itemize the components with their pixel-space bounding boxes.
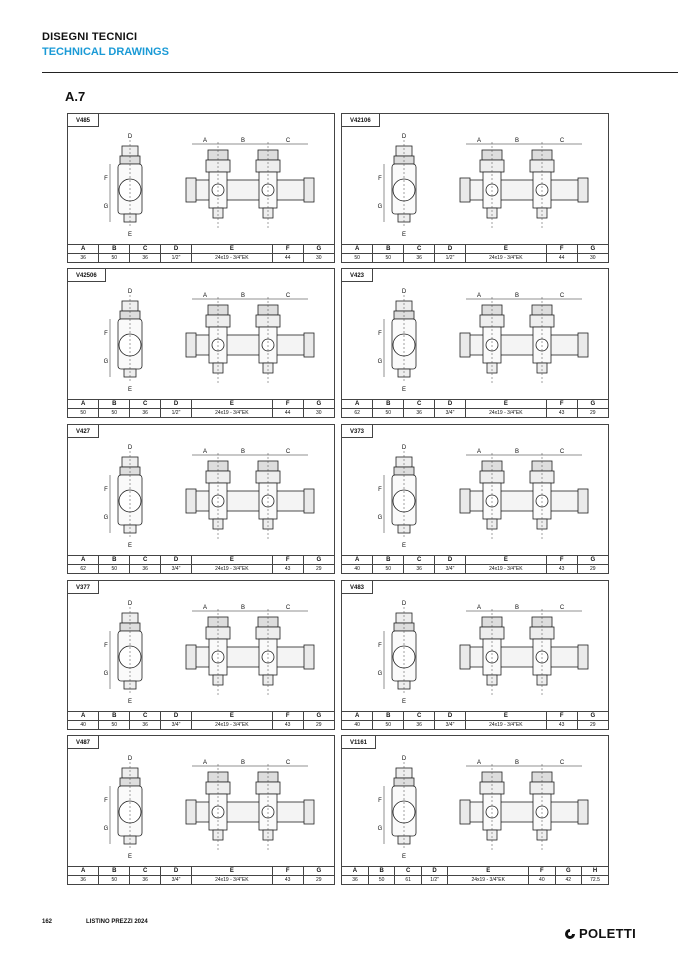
dimension-header: C <box>130 712 161 721</box>
svg-text:A: A <box>202 605 208 611</box>
svg-text:D: D <box>401 445 407 451</box>
svg-text:G: G <box>377 826 383 832</box>
svg-text:F: F <box>378 487 382 493</box>
dimension-value: 40 <box>68 721 99 730</box>
dimension-table <box>342 866 608 884</box>
dimension-header: D <box>161 556 192 565</box>
drawing-card <box>67 424 335 574</box>
dimension-header: G <box>577 400 608 409</box>
dimension-table <box>68 555 334 573</box>
dimension-table <box>342 244 608 262</box>
svg-text:A: A <box>476 293 482 299</box>
dimension-value: 36 <box>404 254 435 263</box>
dimension-header: F <box>529 867 555 876</box>
svg-text:D: D <box>127 134 133 140</box>
svg-text:G: G <box>377 204 383 210</box>
svg-text:F: F <box>378 176 382 182</box>
dimension-value: 43 <box>272 876 303 885</box>
dimension-header: G <box>555 867 581 876</box>
dimension-value: 3/4" <box>435 721 466 730</box>
dimension-value: 50 <box>99 876 130 885</box>
drawing-card <box>67 268 335 418</box>
svg-text:B: B <box>240 449 246 455</box>
dimension-value: 42 <box>555 876 581 885</box>
svg-text:E: E <box>127 854 133 860</box>
dimension-table <box>342 711 608 729</box>
dimension-value: 50 <box>373 565 404 574</box>
dimension-header: D <box>435 712 466 721</box>
dimension-value: 36 <box>68 876 99 885</box>
svg-text:B: B <box>240 605 246 611</box>
svg-text:G: G <box>377 515 383 521</box>
dimension-header: A <box>68 867 99 876</box>
dimension-header: A <box>342 400 373 409</box>
svg-text:A: A <box>476 449 482 455</box>
dimension-value: 24x19 - 3/4"EK <box>191 409 272 418</box>
dimension-value: 36 <box>130 876 161 885</box>
dimension-value: 30 <box>303 254 334 263</box>
dimension-header: E <box>191 400 272 409</box>
dimension-value: 43 <box>272 565 303 574</box>
dimension-header: G <box>303 556 334 565</box>
dimension-value: 40 <box>529 876 555 885</box>
dimension-value: 1/2" <box>161 254 192 263</box>
dimension-header: D <box>161 245 192 254</box>
dimension-value: 24x19 - 3/4"EK <box>191 254 272 263</box>
dimension-header: B <box>99 245 130 254</box>
dimension-header: B <box>99 400 130 409</box>
dimension-table <box>342 555 608 573</box>
dimension-header: B <box>99 712 130 721</box>
dimension-header: A <box>68 556 99 565</box>
dimension-value: 43 <box>546 721 577 730</box>
svg-text:E: E <box>127 543 133 549</box>
dimension-value: 29 <box>577 409 608 418</box>
dimension-value: 3/4" <box>161 721 192 730</box>
brand-logo-mark-icon <box>564 928 576 940</box>
dimension-value: 50 <box>99 254 130 263</box>
dimension-header: B <box>99 867 130 876</box>
dimension-header: E <box>191 245 272 254</box>
dimension-value: 50 <box>373 254 404 263</box>
dimension-value: 36 <box>130 565 161 574</box>
svg-text:E: E <box>127 232 133 238</box>
dimension-header: C <box>404 712 435 721</box>
svg-text:E: E <box>401 699 407 705</box>
product-code: V427 <box>67 424 99 438</box>
dimension-value: 50 <box>373 409 404 418</box>
dimension-header: E <box>448 867 529 876</box>
svg-text:D: D <box>401 134 407 140</box>
product-code: V423 <box>341 268 373 282</box>
dimension-header: C <box>130 867 161 876</box>
dimension-header: C <box>130 245 161 254</box>
svg-text:C: C <box>559 138 565 144</box>
dimension-header: E <box>465 245 546 254</box>
dimension-value: 36 <box>404 721 435 730</box>
dimension-header: E <box>465 712 546 721</box>
svg-text:B: B <box>514 138 520 144</box>
valve-technical-drawing <box>68 283 334 398</box>
svg-text:G: G <box>103 826 109 832</box>
svg-text:A: A <box>476 760 482 766</box>
dimension-value: 29 <box>577 565 608 574</box>
dimension-header: B <box>373 400 404 409</box>
dimension-header: F <box>272 712 303 721</box>
dimension-value: 36 <box>342 876 368 885</box>
dimension-header: C <box>395 867 421 876</box>
dimension-table <box>68 711 334 729</box>
svg-text:E: E <box>401 387 407 393</box>
drawing-card <box>67 735 335 885</box>
dimension-value: 50 <box>373 721 404 730</box>
dimension-value: 44 <box>546 254 577 263</box>
svg-text:A: A <box>202 760 208 766</box>
svg-text:B: B <box>240 138 246 144</box>
valve-technical-drawing <box>342 439 608 554</box>
svg-text:D: D <box>127 756 133 762</box>
svg-text:C: C <box>559 605 565 611</box>
dimension-value: 24x19 - 3/4"EK <box>191 565 272 574</box>
dimension-value: 1/2" <box>161 409 192 418</box>
dimension-header: F <box>272 556 303 565</box>
dimension-header: G <box>577 712 608 721</box>
drawing-card <box>67 113 335 263</box>
dimension-header: C <box>404 245 435 254</box>
svg-text:F: F <box>378 331 382 337</box>
svg-text:G: G <box>103 359 109 365</box>
header-title-it: DISEGNI TECNICI <box>42 31 138 43</box>
dimension-header: G <box>303 867 334 876</box>
dimension-header: B <box>373 556 404 565</box>
dimension-header: F <box>546 712 577 721</box>
dimension-value: 50 <box>99 409 130 418</box>
product-code: V377 <box>67 580 99 594</box>
svg-text:F: F <box>378 798 382 804</box>
svg-text:C: C <box>285 605 291 611</box>
dimension-header: B <box>99 556 130 565</box>
svg-text:C: C <box>559 449 565 455</box>
dimension-header: B <box>373 245 404 254</box>
svg-text:D: D <box>127 445 133 451</box>
dimension-value: 29 <box>303 721 334 730</box>
dimension-header: C <box>404 556 435 565</box>
dimension-value: 36 <box>68 254 99 263</box>
dimension-header: D <box>161 867 192 876</box>
svg-text:E: E <box>401 232 407 238</box>
dimension-value: 50 <box>99 721 130 730</box>
dimension-header: C <box>130 400 161 409</box>
dimension-table <box>68 244 334 262</box>
dimension-header: G <box>303 400 334 409</box>
dimension-table <box>68 866 334 884</box>
dimension-header: F <box>546 556 577 565</box>
dimension-value: 50 <box>342 254 373 263</box>
dimension-header: F <box>546 400 577 409</box>
valve-technical-drawing <box>68 128 334 243</box>
dimension-value: 72.5 <box>582 876 608 885</box>
svg-text:B: B <box>514 605 520 611</box>
drawing-card <box>341 580 609 730</box>
drawing-card <box>67 580 335 730</box>
dimension-table <box>342 399 608 417</box>
valve-technical-drawing <box>342 750 608 865</box>
dimension-header: G <box>303 245 334 254</box>
dimension-header: C <box>130 556 161 565</box>
valve-technical-drawing <box>68 750 334 865</box>
svg-text:C: C <box>285 293 291 299</box>
valve-technical-drawing <box>342 283 608 398</box>
svg-text:G: G <box>103 204 109 210</box>
dimension-header: G <box>577 556 608 565</box>
dimension-value: 24x19 - 3/4"EK <box>465 721 546 730</box>
svg-text:D: D <box>401 756 407 762</box>
svg-text:D: D <box>401 601 407 607</box>
dimension-value: 24x19 - 3/4"EK <box>191 721 272 730</box>
dimension-header: D <box>161 712 192 721</box>
svg-text:E: E <box>401 543 407 549</box>
dimension-value: 24x19 - 3/4"EK <box>465 254 546 263</box>
dimension-header: A <box>68 712 99 721</box>
dimension-value: 36 <box>130 721 161 730</box>
dimension-header: F <box>272 245 303 254</box>
svg-text:B: B <box>514 293 520 299</box>
dimension-header: D <box>435 556 466 565</box>
dimension-value: 1/2" <box>421 876 447 885</box>
dimension-header: A <box>68 400 99 409</box>
svg-text:F: F <box>104 176 108 182</box>
dimension-value: 36 <box>130 254 161 263</box>
svg-text:D: D <box>127 601 133 607</box>
dimension-value: 61 <box>395 876 421 885</box>
dimension-header: G <box>303 712 334 721</box>
dimension-value: 36 <box>404 409 435 418</box>
svg-text:F: F <box>104 487 108 493</box>
valve-technical-drawing <box>342 128 608 243</box>
dimension-header: C <box>404 400 435 409</box>
dimension-value: 62 <box>342 409 373 418</box>
svg-text:C: C <box>285 138 291 144</box>
dimension-header: E <box>191 712 272 721</box>
dimension-header: E <box>465 556 546 565</box>
brand-logo-text: POLETTI <box>579 926 636 941</box>
dimension-value: 50 <box>368 876 394 885</box>
dimension-value: 36 <box>404 565 435 574</box>
dimension-header: B <box>368 867 394 876</box>
dimension-header: F <box>272 867 303 876</box>
valve-technical-drawing <box>68 439 334 554</box>
dimension-value: 24x19 - 3/4"EK <box>191 876 272 885</box>
svg-text:F: F <box>104 643 108 649</box>
dimension-header: G <box>577 245 608 254</box>
svg-text:A: A <box>202 449 208 455</box>
section-label: A.7 <box>65 89 86 104</box>
svg-text:B: B <box>240 293 246 299</box>
svg-text:D: D <box>127 289 133 295</box>
dimension-value: 24x19 - 3/4"EK <box>448 876 529 885</box>
svg-text:C: C <box>285 760 291 766</box>
brand-logo <box>564 926 636 941</box>
dimension-header: A <box>342 867 368 876</box>
product-code: V373 <box>341 424 373 438</box>
dimension-value: 50 <box>99 565 130 574</box>
svg-text:G: G <box>377 671 383 677</box>
dimension-header: A <box>68 245 99 254</box>
svg-text:C: C <box>559 293 565 299</box>
svg-text:A: A <box>202 293 208 299</box>
svg-text:G: G <box>377 359 383 365</box>
footer-text: LISTINO PREZZI 2024 <box>86 919 148 925</box>
dimension-header: A <box>342 245 373 254</box>
dimension-header: D <box>161 400 192 409</box>
svg-text:C: C <box>285 449 291 455</box>
svg-text:A: A <box>202 138 208 144</box>
dimension-value: 30 <box>577 254 608 263</box>
svg-text:A: A <box>476 605 482 611</box>
svg-text:F: F <box>104 798 108 804</box>
svg-text:G: G <box>103 515 109 521</box>
dimension-header: E <box>465 400 546 409</box>
product-code: V485 <box>67 113 99 127</box>
svg-text:E: E <box>127 699 133 705</box>
dimension-header: A <box>342 556 373 565</box>
product-code: V483 <box>341 580 373 594</box>
svg-text:B: B <box>514 449 520 455</box>
dimension-value: 3/4" <box>435 565 466 574</box>
dimension-value: 29 <box>577 721 608 730</box>
dimension-value: 3/4" <box>161 876 192 885</box>
header-title-en: TECHNICAL DRAWINGS <box>42 46 169 58</box>
dimension-value: 29 <box>303 876 334 885</box>
dimension-header: F <box>272 400 303 409</box>
dimension-table <box>68 399 334 417</box>
page-number: 162 <box>42 919 53 925</box>
product-code: V1161 <box>341 735 376 749</box>
product-code: V42506 <box>67 268 106 282</box>
dimension-header: A <box>342 712 373 721</box>
dimension-value: 43 <box>546 409 577 418</box>
dimension-value: 43 <box>546 565 577 574</box>
dimension-value: 24x19 - 3/4"EK <box>465 565 546 574</box>
valve-technical-drawing <box>342 595 608 710</box>
dimension-value: 44 <box>272 254 303 263</box>
valve-technical-drawing <box>68 595 334 710</box>
svg-text:F: F <box>378 643 382 649</box>
dimension-header: E <box>191 556 272 565</box>
drawing-card <box>341 268 609 418</box>
dimension-value: 24x19 - 3/4"EK <box>465 409 546 418</box>
svg-text:E: E <box>127 387 133 393</box>
dimension-value: 44 <box>272 409 303 418</box>
dimension-value: 40 <box>342 721 373 730</box>
drawing-card <box>341 735 609 885</box>
dimension-value: 29 <box>303 565 334 574</box>
dimension-value: 1/2" <box>435 254 466 263</box>
dimension-value: 50 <box>68 409 99 418</box>
dimension-header: E <box>191 867 272 876</box>
svg-text:G: G <box>103 671 109 677</box>
dimension-value: 3/4" <box>161 565 192 574</box>
dimension-value: 30 <box>303 409 334 418</box>
svg-text:E: E <box>401 854 407 860</box>
svg-text:B: B <box>514 760 520 766</box>
drawing-card <box>341 424 609 574</box>
dimension-value: 43 <box>272 721 303 730</box>
product-code: V42106 <box>341 113 380 127</box>
dimension-value: 62 <box>68 565 99 574</box>
svg-text:C: C <box>559 760 565 766</box>
product-code: V487 <box>67 735 99 749</box>
dimension-value: 36 <box>130 409 161 418</box>
dimension-header: D <box>435 400 466 409</box>
dimension-header: D <box>421 867 447 876</box>
dimension-value: 3/4" <box>435 409 466 418</box>
dimension-header: D <box>435 245 466 254</box>
dimension-header: B <box>373 712 404 721</box>
drawing-card <box>341 113 609 263</box>
header-rule <box>42 72 678 73</box>
svg-text:F: F <box>104 331 108 337</box>
svg-text:A: A <box>476 138 482 144</box>
svg-text:D: D <box>401 289 407 295</box>
dimension-header: F <box>546 245 577 254</box>
svg-text:B: B <box>240 760 246 766</box>
dimension-header: H <box>582 867 608 876</box>
dimension-value: 40 <box>342 565 373 574</box>
